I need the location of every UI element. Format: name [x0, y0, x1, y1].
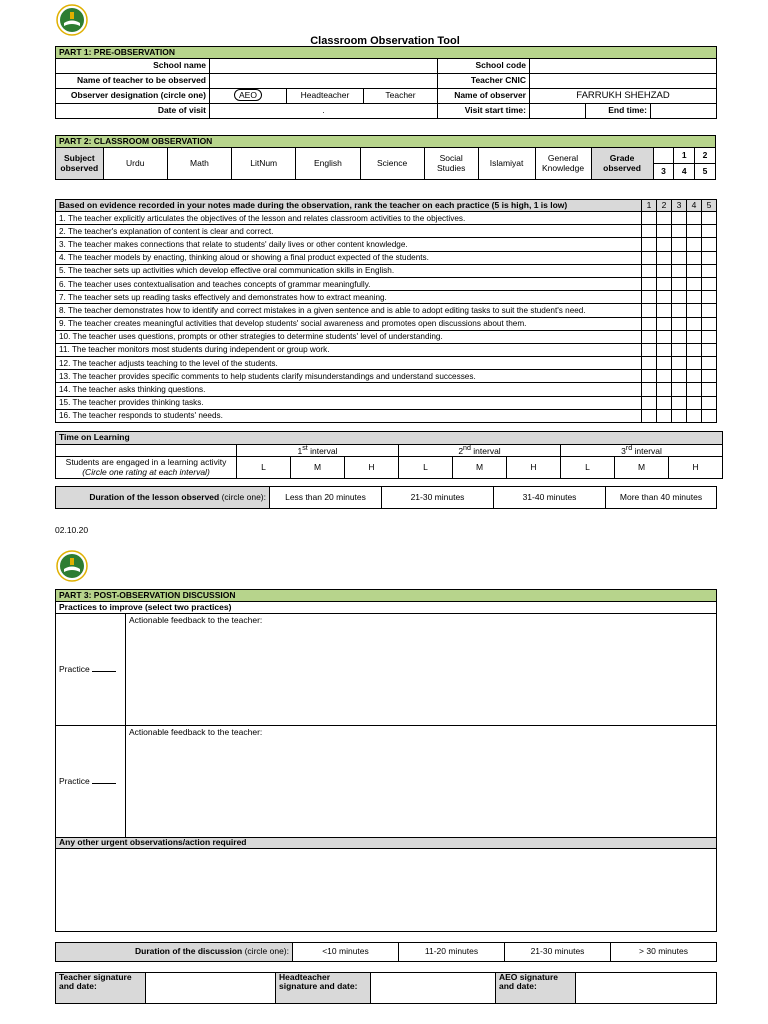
- rating-cell[interactable]: [687, 317, 702, 330]
- rating-cell[interactable]: [687, 396, 702, 409]
- subject-english[interactable]: English: [296, 148, 360, 180]
- school-code-field[interactable]: [530, 59, 717, 74]
- scale-4: 4: [687, 200, 702, 212]
- rating-cell[interactable]: [687, 343, 702, 356]
- interval-3-text: interval: [632, 445, 662, 456]
- interval-3: [561, 445, 723, 457]
- interval-1-text: interval: [307, 445, 338, 456]
- rating-m-1[interactable]: M: [291, 457, 345, 479]
- name-observer-label: Name of observer: [438, 89, 530, 104]
- rating-cell[interactable]: [687, 212, 702, 225]
- interval-2-num: 2: [458, 445, 464, 456]
- rating-m-2[interactable]: M: [453, 457, 507, 479]
- lesson-duration-lt20[interactable]: Less than 20 minutes: [270, 487, 382, 509]
- lesson-duration-label-note: (circle one):: [219, 491, 266, 502]
- rating-cell[interactable]: [702, 343, 717, 356]
- practice-item: 7. The teacher sets up reading tasks effectively and demonstrates how to extract meaning.: [56, 291, 642, 304]
- scale-1: 1: [642, 200, 657, 212]
- rating-cell[interactable]: [702, 277, 717, 290]
- rating-cell[interactable]: [672, 409, 687, 422]
- part1-heading: PART 1: PRE-OBSERVATION: [56, 47, 717, 59]
- part2-heading: PART 2: CLASSROOM OBSERVATION: [56, 136, 716, 148]
- rating-cell[interactable]: [672, 317, 687, 330]
- rating-h-1[interactable]: H: [345, 457, 399, 479]
- rating-cell[interactable]: [642, 264, 657, 277]
- rating-cell[interactable]: [687, 304, 702, 317]
- ranking-table: [55, 199, 717, 423]
- rating-cell[interactable]: [687, 409, 702, 422]
- teacher-signature-label: Teacher signature and date:: [56, 973, 146, 1004]
- grade-3[interactable]: 3: [653, 164, 674, 180]
- visit-start-label: Visit start time:: [438, 104, 530, 119]
- school-logo-2: [56, 550, 88, 582]
- practice-item: 10. The teacher uses questions, prompts or other strategies to determine students' level of understanding.: [56, 330, 642, 343]
- pre-observation-table: [55, 46, 717, 119]
- teacher-cnic-field[interactable]: [530, 74, 717, 89]
- date-visit-field[interactable]: .: [210, 104, 438, 119]
- practice-1-label: Practice: [59, 663, 90, 674]
- grade-4[interactable]: 4: [674, 164, 695, 180]
- teacher-signature-field[interactable]: [146, 973, 276, 1004]
- visit-start-field[interactable]: [530, 104, 586, 119]
- date-visit-label: Date of visit: [56, 104, 210, 119]
- end-time-field[interactable]: [651, 104, 717, 119]
- rating-cell[interactable]: [702, 238, 717, 251]
- discussion-21-30[interactable]: 21-30 minutes: [505, 943, 611, 962]
- scale-5: 5: [702, 200, 717, 212]
- lesson-duration-31-40[interactable]: 31-40 minutes: [494, 487, 606, 509]
- rating-cell[interactable]: [672, 238, 687, 251]
- rating-cell[interactable]: [642, 304, 657, 317]
- rating-cell[interactable]: [642, 343, 657, 356]
- practice-1-cell[interactable]: [56, 614, 126, 726]
- school-name-field[interactable]: [210, 59, 438, 74]
- rating-cell[interactable]: [672, 304, 687, 317]
- lesson-duration-21-30[interactable]: 21-30 minutes: [382, 487, 494, 509]
- rating-cell[interactable]: [657, 277, 672, 290]
- interval-1-num: 1: [297, 445, 303, 456]
- practice-item: 16. The teacher responds to students' needs.: [56, 409, 642, 422]
- rating-cell[interactable]: [702, 370, 717, 383]
- rating-cell[interactable]: [642, 317, 657, 330]
- rating-cell[interactable]: [642, 330, 657, 343]
- interval-2-text: interval: [470, 445, 501, 456]
- rating-cell[interactable]: [657, 304, 672, 317]
- practices-label: Practices to improve (select two practices): [56, 602, 717, 614]
- rating-cell[interactable]: [672, 225, 687, 238]
- discussion-gt30[interactable]: > 30 minutes: [611, 943, 717, 962]
- rating-cell[interactable]: [642, 409, 657, 422]
- classroom-observation-table: [55, 135, 716, 180]
- rating-cell[interactable]: [702, 317, 717, 330]
- subject-general-knowledge[interactable]: General Knowledge: [535, 148, 591, 180]
- rating-cell[interactable]: [687, 370, 702, 383]
- practice-item: 12. The teacher adjusts teaching to the level of the students.: [56, 357, 642, 370]
- rating-cell[interactable]: [672, 291, 687, 304]
- discussion-duration-table: [55, 942, 717, 962]
- rating-cell[interactable]: [702, 251, 717, 264]
- practice-item: 3. The teacher makes connections that relate to students' daily lives or other content knowledge.: [56, 238, 642, 251]
- rating-cell[interactable]: [657, 330, 672, 343]
- observer-name-value[interactable]: FARRUKH SHEHZAD: [530, 89, 717, 104]
- rating-m-3[interactable]: M: [615, 457, 669, 479]
- school-name-label: School name: [56, 59, 210, 74]
- lesson-duration-label-bold: Duration of the lesson observed: [89, 491, 220, 502]
- time-heading: Time on Learning: [56, 432, 723, 445]
- grade-1[interactable]: 1: [674, 148, 695, 164]
- post-observation-table: [55, 589, 717, 932]
- part3-heading: PART 3: POST-OBSERVATION DISCUSSION: [56, 590, 717, 602]
- rating-cell[interactable]: [672, 370, 687, 383]
- rating-cell[interactable]: [642, 212, 657, 225]
- teacher-cnic-label: Teacher CNIC: [438, 74, 530, 89]
- subject-science[interactable]: Science: [360, 148, 424, 180]
- rating-cell[interactable]: [672, 212, 687, 225]
- rating-cell[interactable]: [702, 264, 717, 277]
- rating-cell[interactable]: [657, 396, 672, 409]
- aeo-circle: AEO: [234, 89, 262, 101]
- rating-cell[interactable]: [702, 304, 717, 317]
- lesson-duration-table: [55, 486, 717, 509]
- rating-cell[interactable]: [702, 330, 717, 343]
- rating-cell[interactable]: [702, 396, 717, 409]
- interval-1-sup: st: [302, 444, 308, 452]
- practice-item: 2. The teacher's explanation of content is clear and correct.: [56, 225, 642, 238]
- practice-item: 15. The teacher provides thinking tasks.: [56, 396, 642, 409]
- grade-2[interactable]: 2: [695, 148, 716, 164]
- rating-cell[interactable]: [687, 264, 702, 277]
- grade-blank: [653, 148, 674, 164]
- rating-cell[interactable]: [672, 277, 687, 290]
- rating-cell[interactable]: [687, 277, 702, 290]
- practice-item: 6. The teacher uses contextualisation and teaches concepts of grammar meaningfully.: [56, 277, 642, 290]
- time-on-learning-table: [55, 431, 723, 479]
- rating-cell[interactable]: [702, 212, 717, 225]
- rating-cell[interactable]: [642, 396, 657, 409]
- teacher-name-label: Name of teacher to be observed: [56, 74, 210, 89]
- school-logo: [56, 4, 88, 36]
- practice-item: 5. The teacher sets up activities which develop effective oral communication skills in English.: [56, 264, 642, 277]
- rating-cell[interactable]: [702, 383, 717, 396]
- discussion-11-20[interactable]: 11-20 minutes: [399, 943, 505, 962]
- subject-math[interactable]: Math: [167, 148, 231, 180]
- rating-cell[interactable]: [642, 251, 657, 264]
- signature-table: [55, 972, 717, 1004]
- rating-cell[interactable]: [687, 330, 702, 343]
- ranking-header: Based on evidence recorded in your notes made during the observation, rank the teacher on each practice (5 is high, 1 is low): [56, 200, 642, 212]
- rating-cell[interactable]: [687, 357, 702, 370]
- practice-item: 13. The teacher provides specific comments to help students clarify misunderstandings and understand successes.: [56, 370, 642, 383]
- grade-5[interactable]: 5: [695, 164, 716, 180]
- practice-item: 11. The teacher monitors most students during independent or group work.: [56, 343, 642, 356]
- subject-urdu[interactable]: Urdu: [103, 148, 167, 180]
- rating-cell[interactable]: [687, 251, 702, 264]
- rating-cell[interactable]: [657, 291, 672, 304]
- rating-cell[interactable]: [657, 357, 672, 370]
- head-signature-label: Headteacher signature and date:: [276, 973, 371, 1004]
- footer-date: 02.10.20: [55, 525, 89, 535]
- practice-item: 4. The teacher models by enacting, thinking aloud or showing a final product expected of the students.: [56, 251, 642, 264]
- practice-item: 9. The teacher creates meaningful activities that develop students' social awareness and promotes open discussions about them.: [56, 317, 642, 330]
- interval-spacer: [56, 445, 237, 457]
- subject-label: Subject observed: [56, 148, 104, 180]
- rating-cell[interactable]: [642, 277, 657, 290]
- school-code-label: School code: [438, 59, 530, 74]
- option-headteacher[interactable]: Headteacher: [287, 89, 364, 104]
- rating-cell[interactable]: [672, 396, 687, 409]
- rating-cell[interactable]: [672, 357, 687, 370]
- scale-3: 3: [672, 200, 687, 212]
- rating-l-1[interactable]: L: [237, 457, 291, 479]
- option-aeo[interactable]: [210, 89, 287, 104]
- rating-cell[interactable]: [672, 330, 687, 343]
- feedback-1-field[interactable]: Actionable feedback to the teacher:: [126, 614, 717, 726]
- rating-cell[interactable]: [687, 238, 702, 251]
- head-signature-field[interactable]: [371, 973, 496, 1004]
- discussion-duration-label-bold: Duration of the discussion: [135, 946, 243, 957]
- practice-2-blank: [92, 783, 116, 784]
- rating-cell[interactable]: [702, 357, 717, 370]
- discussion-duration-label: [56, 943, 293, 962]
- rating-cell[interactable]: [657, 225, 672, 238]
- discussion-duration-label-note: (circle one):: [242, 946, 289, 957]
- grade-label: Grade observed: [591, 148, 653, 180]
- lesson-duration-gt40[interactable]: More than 40 minutes: [606, 487, 717, 509]
- rating-cell[interactable]: [687, 225, 702, 238]
- practice-2-cell[interactable]: [56, 726, 126, 838]
- aeo-signature-field[interactable]: [576, 973, 717, 1004]
- interval-3-sup: rd: [625, 444, 633, 452]
- subject-islamiyat[interactable]: Islamiyat: [478, 148, 535, 180]
- engaged-text: Students are engaged in a learning activity: [65, 456, 227, 467]
- rating-cell[interactable]: [657, 383, 672, 396]
- urgent-label: Any other urgent observations/action required: [56, 838, 717, 849]
- interval-2: [399, 445, 561, 457]
- rating-cell[interactable]: [657, 409, 672, 422]
- rating-cell[interactable]: [657, 251, 672, 264]
- rating-cell[interactable]: [657, 264, 672, 277]
- interval-1: [237, 445, 399, 457]
- rating-l-3[interactable]: L: [561, 457, 615, 479]
- practice-2-label: Practice: [59, 775, 90, 786]
- circle-note: (Circle one rating at each interval): [82, 466, 210, 477]
- rating-cell[interactable]: [672, 264, 687, 277]
- aeo-signature-label: AEO signature and date:: [496, 973, 576, 1004]
- practice-1-blank: [92, 671, 116, 672]
- rating-cell[interactable]: [657, 238, 672, 251]
- engaged-label: [56, 457, 237, 479]
- urgent-field[interactable]: [56, 849, 717, 932]
- rating-cell[interactable]: [657, 212, 672, 225]
- practice-item: 8. The teacher demonstrates how to identify and correct mistakes in a given sentence and is able to adopt editing tasks to suit the student's need.: [56, 304, 642, 317]
- rating-cell[interactable]: [702, 291, 717, 304]
- rating-h-2[interactable]: H: [507, 457, 561, 479]
- rating-cell[interactable]: [672, 383, 687, 396]
- rating-cell[interactable]: [642, 225, 657, 238]
- rating-h-3[interactable]: H: [669, 457, 723, 479]
- practice-item: 1. The teacher explicitly articulates the objectives of the lesson and relates classroom activities to the objectives.: [56, 212, 642, 225]
- interval-3-num: 3: [621, 445, 626, 456]
- rating-cell[interactable]: [642, 357, 657, 370]
- rating-cell[interactable]: [642, 383, 657, 396]
- subject-social-studies[interactable]: Social Studies: [424, 148, 478, 180]
- rating-cell[interactable]: [642, 238, 657, 251]
- lesson-duration-label: [56, 487, 270, 509]
- practice-item: 14. The teacher asks thinking questions.: [56, 383, 642, 396]
- rating-cell[interactable]: [702, 225, 717, 238]
- rating-cell[interactable]: [642, 291, 657, 304]
- feedback-2-field[interactable]: Actionable feedback to the teacher:: [126, 726, 717, 838]
- rating-l-2[interactable]: L: [399, 457, 453, 479]
- teacher-name-field[interactable]: [210, 74, 438, 89]
- rating-cell[interactable]: [687, 291, 702, 304]
- rating-cell[interactable]: [687, 383, 702, 396]
- option-teacher[interactable]: Teacher: [364, 89, 438, 104]
- rating-cell[interactable]: [642, 370, 657, 383]
- end-time-label: End time:: [586, 104, 651, 119]
- rating-cell[interactable]: [657, 317, 672, 330]
- rating-cell[interactable]: [657, 343, 672, 356]
- rating-cell[interactable]: [672, 343, 687, 356]
- scale-2: 2: [657, 200, 672, 212]
- rating-cell[interactable]: [657, 370, 672, 383]
- designation-label: Observer designation (circle one): [56, 89, 210, 104]
- subject-litnum[interactable]: LitNum: [232, 148, 296, 180]
- rating-cell[interactable]: [672, 251, 687, 264]
- page-title: Classroom Observation Tool: [310, 35, 460, 47]
- discussion-lt10[interactable]: <10 minutes: [293, 943, 399, 962]
- interval-2-sup: nd: [463, 444, 471, 452]
- rating-cell[interactable]: [702, 409, 717, 422]
